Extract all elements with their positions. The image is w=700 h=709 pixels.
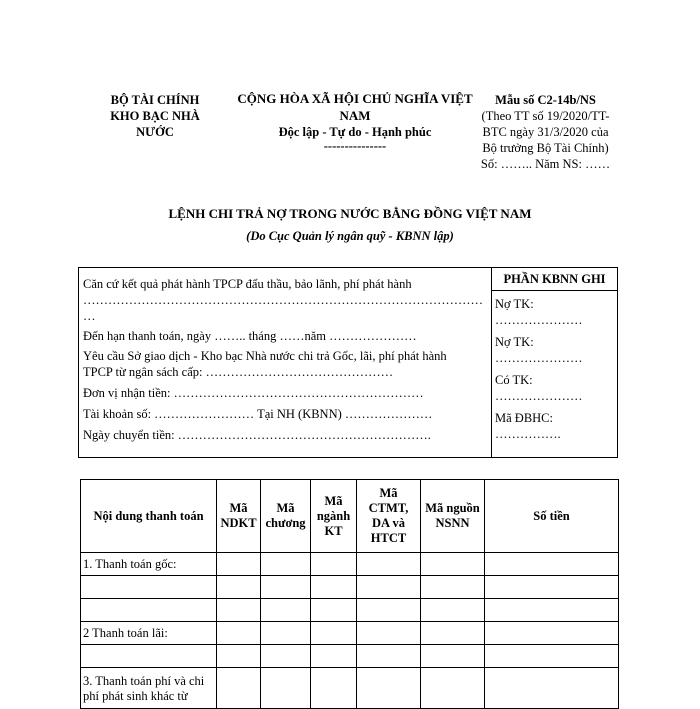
- table-cell[interactable]: [311, 553, 357, 576]
- table-cell[interactable]: [357, 576, 421, 599]
- table-cell[interactable]: [421, 553, 485, 576]
- table-cell[interactable]: [217, 622, 261, 645]
- table-cell[interactable]: [311, 599, 357, 622]
- debit-account-value-2[interactable]: …………………: [495, 351, 583, 365]
- table-cell[interactable]: [485, 622, 619, 645]
- table-cell[interactable]: [261, 599, 311, 622]
- table-cell[interactable]: [217, 599, 261, 622]
- payment-info-fields: [83, 276, 488, 443]
- debit-account-label-2: Nợ TK:: [495, 335, 534, 349]
- admin-unit-code-label: Mã ĐBHC:: [495, 411, 553, 425]
- col-header-amount: Số tiền: [485, 480, 619, 553]
- basis-line: Căn cứ kết quả phát hành TPCP đấu thầu, bảo lãnh, phí phát hành: [83, 277, 412, 291]
- treasury-name-line2: NƯỚC: [136, 125, 174, 139]
- table-cell[interactable]: [485, 576, 619, 599]
- ministry-name: BỘ TÀI CHÍNH: [110, 93, 200, 107]
- table-cell[interactable]: [217, 668, 261, 709]
- table-cell[interactable]: [217, 576, 261, 599]
- col-header-source: Mã nguồn NSNN: [421, 480, 485, 553]
- document-subtitle: (Do Cục Quản lý ngân quỹ - KBNN lập): [246, 229, 454, 243]
- form-code-block: [468, 92, 623, 172]
- kbnn-fields: [495, 296, 615, 442]
- table-cell[interactable]: [485, 599, 619, 622]
- table-header-row: [81, 480, 619, 553]
- col-header-ndkt: Mã NDKT: [217, 480, 261, 553]
- country-name-line2: NAM: [339, 108, 371, 123]
- table-cell[interactable]: [421, 599, 485, 622]
- document-title: LỆNH CHI TRẢ NỢ TRONG NƯỚC BẰNG ĐỒNG VIỆT NAM: [168, 206, 532, 221]
- debit-account-value-1[interactable]: …………………: [495, 313, 583, 327]
- table-cell[interactable]: [357, 553, 421, 576]
- table-cell[interactable]: [261, 622, 311, 645]
- fee-payment-label: [81, 668, 217, 709]
- request-line: Yêu cầu Sở giao dịch - Kho bạc Nhà nước chi trả Gốc, lãi, phí phát hành: [83, 349, 447, 363]
- table-row: [81, 599, 619, 622]
- col-header-sector: Mã ngành KT: [311, 480, 357, 553]
- legal-basis-line1: (Theo TT số 19/2020/TT-: [481, 109, 610, 123]
- document-number: Số: …….. Năm NS: ……: [480, 157, 611, 171]
- table-cell[interactable]: [81, 599, 217, 622]
- legal-basis-line2: BTC ngày 31/3/2020 của: [482, 125, 609, 139]
- table-cell[interactable]: [311, 645, 357, 668]
- account-line[interactable]: Tài khoản số: …………………… Tại NH (KBNN) …………………: [83, 407, 433, 421]
- motto: Độc lập - Tự do - Hạnh phúc: [278, 125, 432, 139]
- table-row: [81, 645, 619, 668]
- table-cell[interactable]: [311, 576, 357, 599]
- country-name-line1: CỘNG HÒA XÃ HỘI CHỦ NGHĨA VIỆT: [237, 91, 473, 106]
- table-cell[interactable]: [357, 622, 421, 645]
- table-row: [81, 668, 619, 709]
- table-cell[interactable]: [421, 576, 485, 599]
- payment-table: [80, 479, 619, 709]
- table-cell[interactable]: [485, 668, 619, 709]
- transfer-date-line[interactable]: Ngày chuyển tiền: …………………………………………………….: [83, 428, 431, 442]
- table-row: [81, 622, 619, 645]
- table-cell[interactable]: [81, 645, 217, 668]
- table-cell[interactable]: [217, 553, 261, 576]
- admin-unit-code-value[interactable]: …………….: [495, 427, 561, 441]
- table-cell[interactable]: [217, 645, 261, 668]
- principal-payment-label: 1. Thanh toán gốc:: [81, 553, 217, 576]
- credit-account-value[interactable]: …………………: [495, 389, 583, 403]
- table-cell[interactable]: [421, 622, 485, 645]
- table-cell[interactable]: [311, 622, 357, 645]
- basis-fill-line[interactable]: ……………………………………………………………………………………: [83, 293, 483, 307]
- table-cell[interactable]: [261, 553, 311, 576]
- table-cell[interactable]: [357, 645, 421, 668]
- fee-payment-label-line1: 3. Thanh toán phí và chi: [83, 674, 205, 688]
- table-cell[interactable]: [357, 599, 421, 622]
- due-date-line[interactable]: Đến hạn thanh toán, ngày …….. tháng ……năm …………………: [83, 329, 417, 343]
- motto-underline: ---------------: [323, 139, 387, 153]
- table-cell[interactable]: [311, 668, 357, 709]
- table-cell[interactable]: [421, 668, 485, 709]
- budget-level-line[interactable]: TPCP từ ngân sách cấp: ………………………………………: [83, 365, 394, 379]
- col-header-chapter: Mã chương: [261, 480, 311, 553]
- interest-payment-label: 2 Thanh toán lãi:: [81, 622, 217, 645]
- recipient-line[interactable]: Đơn vị nhận tiền: ……………………………………………………: [83, 386, 424, 400]
- form-code: Mẫu số C2-14b/NS: [495, 93, 596, 107]
- kbnn-section-title: PHẦN KBNN GHI: [492, 268, 617, 291]
- fee-payment-label-line2: phí phát sinh khác từ: [83, 689, 188, 703]
- table-cell[interactable]: [421, 645, 485, 668]
- debit-account-label-1: Nợ TK:: [495, 297, 534, 311]
- credit-account-label: Có TK:: [495, 373, 533, 387]
- col-header-content: Nội dung thanh toán: [81, 480, 217, 553]
- table-cell[interactable]: [261, 645, 311, 668]
- basis-fill-line-end: …: [83, 309, 96, 323]
- issuer-block: [90, 92, 220, 140]
- col-header-program: Mã CTMT, DA và HTCT: [357, 480, 421, 553]
- national-motto-block: [230, 90, 480, 151]
- table-cell[interactable]: [485, 553, 619, 576]
- table-cell[interactable]: [261, 576, 311, 599]
- table-row: [81, 576, 619, 599]
- table-row: [81, 553, 619, 576]
- legal-basis-line3: Bộ trưởng Bộ Tài Chính): [482, 141, 609, 155]
- table-cell[interactable]: [261, 668, 311, 709]
- table-cell[interactable]: [357, 668, 421, 709]
- table-cell[interactable]: [485, 645, 619, 668]
- payment-info-box: [78, 267, 618, 458]
- treasury-name-line1: KHO BẠC NHÀ: [110, 109, 200, 123]
- table-cell[interactable]: [81, 576, 217, 599]
- box-divider: [491, 268, 492, 457]
